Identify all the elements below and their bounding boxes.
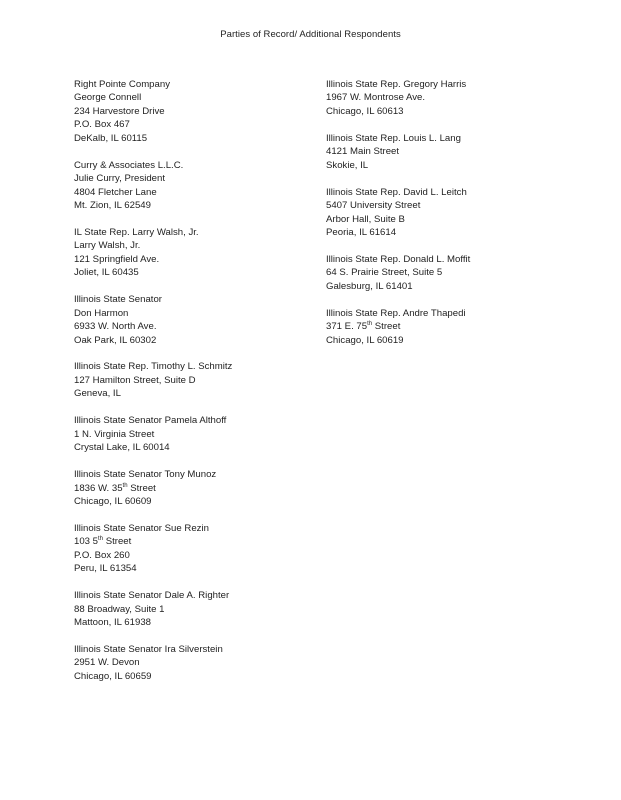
address-line: DeKalb, IL 60115	[74, 132, 148, 144]
address-block	[74, 226, 324, 280]
address-line: P.O. Box 467	[74, 119, 130, 131]
address-block	[74, 293, 324, 347]
party-name: IL State Rep. Larry Walsh, Jr.	[74, 226, 199, 238]
address-line: Larry Walsh, Jr.	[74, 240, 141, 252]
party-name: Illinois State Rep. David L. Leitch	[326, 186, 467, 198]
address-line: 88 Broadway, Suite 1	[74, 603, 165, 615]
address-line: 121 Springfield Ave.	[74, 253, 160, 265]
page-title: Parties of Record/ Additional Respondents	[220, 29, 401, 40]
party-name: Illinois State Rep. Timothy L. Schmitz	[74, 361, 233, 373]
address-line: Oak Park, IL 60302	[74, 334, 157, 346]
address-line: Julie Curry, President	[74, 173, 165, 185]
address-line: Crystal Lake, IL 60014	[74, 442, 170, 454]
address-line: 1 N. Virginia Street	[74, 428, 155, 440]
address-line: 6933 W. North Ave.	[74, 321, 157, 333]
address-block	[326, 132, 576, 172]
party-name: Illinois State Rep. Gregory Harris	[326, 79, 467, 90]
address-line: 4804 Fletcher Lane	[74, 186, 157, 198]
ordinal-suffix: th	[367, 321, 373, 328]
street-name: Street	[127, 482, 156, 494]
address-line: Chicago, IL 60613	[326, 105, 404, 117]
address-line: Galesburg, IL 61401	[326, 280, 413, 292]
address-line	[74, 535, 324, 548]
address-block	[326, 307, 576, 347]
address-line: P.O. Box 260	[74, 549, 130, 561]
address-line: Arbor Hall, Suite B	[326, 213, 405, 225]
address-block	[326, 78, 576, 118]
address-line: 234 Harvestore Drive	[74, 105, 165, 117]
party-name: Illinois State Rep. Donald L. Moffit	[326, 253, 471, 265]
address-line: Chicago, IL 60659	[74, 670, 152, 682]
address-block	[74, 522, 324, 576]
party-name: Illinois State Senator	[74, 294, 162, 306]
street-name: Street	[103, 536, 132, 548]
address-block	[74, 643, 324, 683]
address-line: Mt. Zion, IL 62549	[74, 200, 151, 212]
party-name: Illinois State Rep. Louis L. Lang	[326, 132, 461, 144]
address-line	[74, 482, 324, 495]
left-address-column	[74, 78, 324, 697]
address-line: Joliet, IL 60435	[74, 267, 139, 279]
address-line: 64 S. Prairie Street, Suite 5	[326, 267, 443, 279]
party-name: Illinois State Senator Sue Rezin	[74, 522, 209, 534]
address-block	[74, 159, 324, 213]
address-line: Peoria, IL 61614	[326, 226, 397, 238]
address-block	[74, 468, 324, 508]
street-number: 1836 W. 35	[74, 482, 123, 494]
party-name: Right Pointe Company	[74, 79, 170, 90]
party-name: Illinois State Senator Tony Munoz	[74, 469, 217, 481]
address-line: Chicago, IL 60609	[74, 495, 152, 507]
party-name: Curry & Associates L.L.C.	[74, 159, 184, 171]
address-line: Skokie, IL	[326, 159, 369, 171]
address-line: 4121 Main Street	[326, 146, 400, 158]
street-number: 371 E. 75	[326, 321, 368, 333]
party-name: Illinois State Rep. Andre Thapedi	[326, 307, 466, 319]
address-block	[74, 589, 324, 629]
address-line: 5407 University Street	[326, 200, 421, 212]
address-line: Don Harmon	[74, 307, 129, 319]
address-block	[326, 186, 576, 240]
street-name: Street	[372, 321, 401, 333]
address-block	[74, 78, 324, 145]
address-line	[326, 320, 576, 333]
address-block	[326, 253, 576, 293]
address-line: 127 Hamilton Street, Suite D	[74, 374, 196, 386]
address-line: Geneva, IL	[74, 388, 121, 400]
address-line: 2951 W. Devon	[74, 657, 140, 669]
address-line: 1967 W. Montrose Ave.	[326, 92, 426, 104]
address-line: George Connell	[74, 92, 142, 104]
party-name: Illinois State Senator Dale A. Righter	[74, 590, 230, 602]
party-name: Illinois State Senator Pamela Althoff	[74, 415, 227, 427]
right-address-column	[326, 78, 576, 360]
ordinal-suffix: th	[122, 482, 128, 489]
party-name: Illinois State Senator Ira Silverstein	[74, 643, 223, 655]
street-number: 103 5	[74, 536, 99, 548]
address-line: Chicago, IL 60619	[326, 334, 404, 346]
address-line: Peru, IL 61354	[74, 563, 137, 575]
address-line: Mattoon, IL 61938	[74, 617, 151, 628]
ordinal-suffix: th	[98, 536, 104, 543]
address-block	[74, 360, 324, 400]
address-block	[74, 414, 324, 454]
